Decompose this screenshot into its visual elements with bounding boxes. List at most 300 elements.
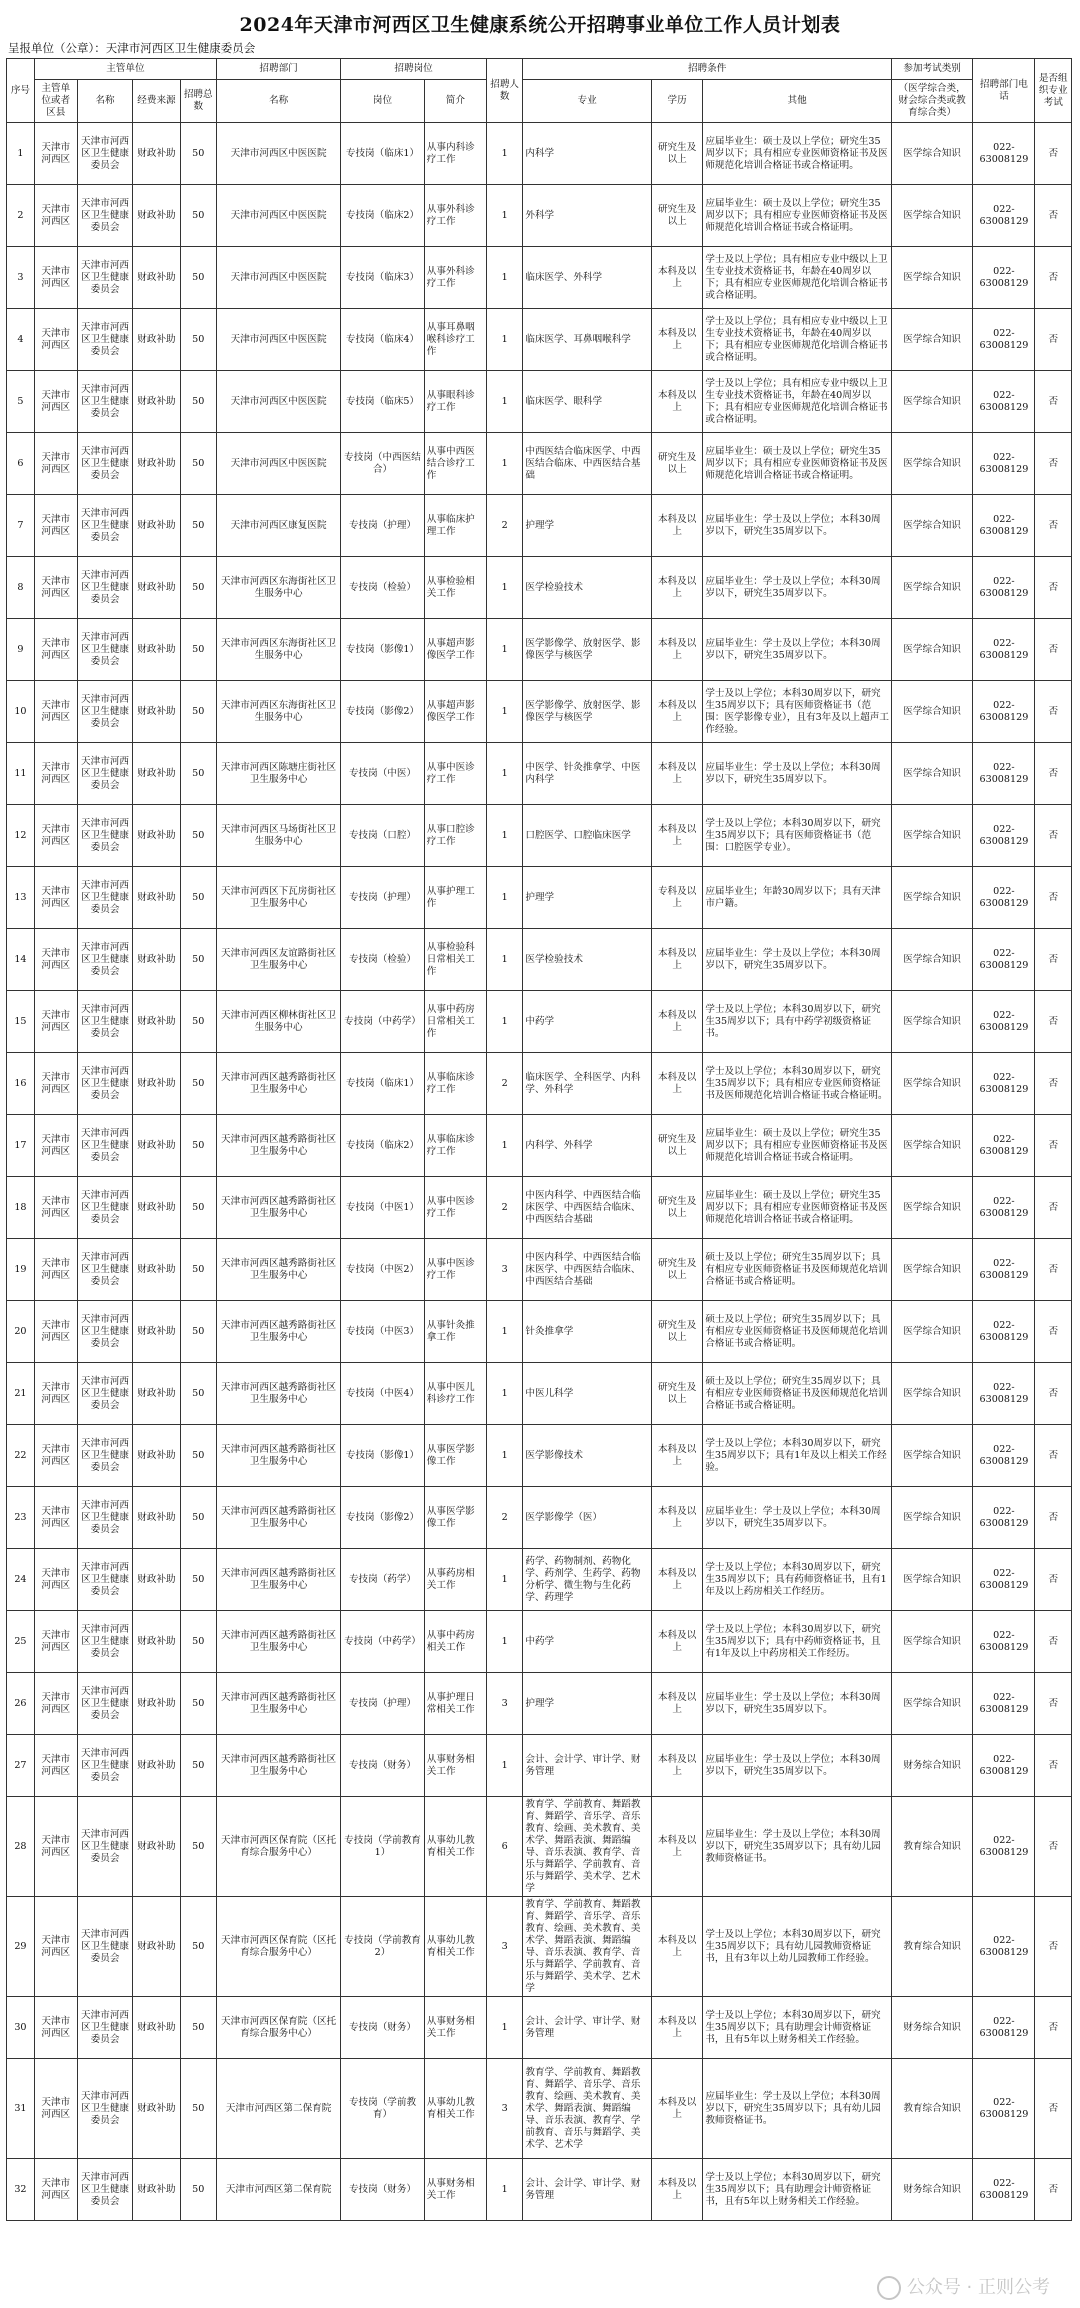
cell-intro: 从事医学影像工作 <box>424 1425 486 1487</box>
cell-num: 3 <box>486 1673 522 1735</box>
cell-unit: 天津市河西区卫生健康委员会 <box>77 1797 133 1897</box>
cell-num: 1 <box>486 557 522 619</box>
cell-seq: 5 <box>7 371 35 433</box>
cell-num: 1 <box>486 1301 522 1363</box>
cell-unit: 天津市河西区卫生健康委员会 <box>77 1239 133 1301</box>
cell-org: 否 <box>1035 1897 1072 1997</box>
cell-other: 应届毕业生：硕士及以上学位；研究生35周岁以下；具有相应专业医师资格证书及医师规范化培训合格证书或合格证明。 <box>703 1177 892 1239</box>
cell-other: 应届毕业生：学士及以上学位；本科30周岁以下，研究生35周岁以下。 <box>703 929 892 991</box>
cell-edu: 专科及以上 <box>651 867 702 929</box>
cell-district: 天津市河西区 <box>34 371 77 433</box>
cell-major: 教育学、学前教育、舞蹈教育、舞蹈学、音乐学、音乐教育、绘画、美术教育、美术学、舞蹈表演、舞蹈编导、音乐表演、教育学、音乐与舞蹈学、学前教育、音乐与舞蹈学、美术学、艺术学 <box>523 1797 652 1897</box>
header-dept-name: 名称 <box>216 80 340 123</box>
cell-intro: 从事中医诊疗工作 <box>424 1239 486 1301</box>
table-row <box>7 247 1072 309</box>
header-organize-exam: 是否组织专业考试 <box>1035 59 1072 123</box>
cell-exam: 医学综合知识 <box>891 433 972 495</box>
cell-phone: 022-63008129 <box>973 1363 1035 1425</box>
header-other: 其他 <box>703 80 892 123</box>
cell-phone: 022-63008129 <box>973 495 1035 557</box>
cell-district: 天津市河西区 <box>34 805 77 867</box>
cell-exam: 医学综合知识 <box>891 1487 972 1549</box>
cell-seq: 21 <box>7 1363 35 1425</box>
cell-dept: 天津市河西区越秀路街社区卫生服务中心 <box>216 1549 340 1611</box>
cell-phone: 022-63008129 <box>973 991 1035 1053</box>
cell-unit: 天津市河西区卫生健康委员会 <box>77 1673 133 1735</box>
cell-org: 否 <box>1035 743 1072 805</box>
cell-post: 专技岗（药学） <box>341 1549 425 1611</box>
cell-num: 1 <box>486 743 522 805</box>
cell-other: 应届毕业生：学士及以上学位；本科30周岁以下，研究生35周岁以下；具有幼儿园教师资格证书。 <box>703 1797 892 1897</box>
cell-district: 天津市河西区 <box>34 1735 77 1797</box>
cell-major: 中医学、针灸推拿学、中医内科学 <box>523 743 652 805</box>
cell-exam: 医学综合知识 <box>891 619 972 681</box>
cell-district: 天津市河西区 <box>34 1363 77 1425</box>
cell-num: 1 <box>486 619 522 681</box>
cell-post: 专技岗（检验） <box>341 557 425 619</box>
cell-funding: 财政补助 <box>133 1363 180 1425</box>
cell-edu: 研究生及以上 <box>651 1239 702 1301</box>
cell-other: 应届毕业生：硕士及以上学位；研究生35周岁以下；具有相应专业医师资格证书及医师规范化培训合格证书或合格证明。 <box>703 433 892 495</box>
cell-post: 专技岗（临床3） <box>341 247 425 309</box>
cell-unit: 天津市河西区卫生健康委员会 <box>77 867 133 929</box>
cell-exam: 医学综合知识 <box>891 123 972 185</box>
cell-org: 否 <box>1035 247 1072 309</box>
cell-district: 天津市河西区 <box>34 1239 77 1301</box>
cell-dept: 天津市河西区越秀路街社区卫生服务中心 <box>216 1363 340 1425</box>
cell-num: 1 <box>486 929 522 991</box>
cell-seq: 1 <box>7 123 35 185</box>
cell-major: 针灸推拿学 <box>523 1301 652 1363</box>
cell-intro: 从事临床护理工作 <box>424 495 486 557</box>
cell-phone: 022-63008129 <box>973 2159 1035 2221</box>
cell-major: 医学影像学（医） <box>523 1487 652 1549</box>
cell-post: 专技岗（中医3） <box>341 1301 425 1363</box>
cell-district: 天津市河西区 <box>34 495 77 557</box>
cell-dept: 天津市河西区东海街社区卫生服务中心 <box>216 619 340 681</box>
table-row <box>7 1301 1072 1363</box>
cell-district: 天津市河西区 <box>34 1897 77 1997</box>
cell-intro: 从事医学影像工作 <box>424 1487 486 1549</box>
cell-org: 否 <box>1035 991 1072 1053</box>
cell-dept: 天津市河西区越秀路街社区卫生服务中心 <box>216 1115 340 1177</box>
cell-exam: 医学综合知识 <box>891 309 972 371</box>
cell-intro: 从事外科诊疗工作 <box>424 247 486 309</box>
cell-phone: 022-63008129 <box>973 1735 1035 1797</box>
cell-unit: 天津市河西区卫生健康委员会 <box>77 123 133 185</box>
cell-num: 1 <box>486 991 522 1053</box>
cell-exam: 财务综合知识 <box>891 1735 972 1797</box>
cell-unit: 天津市河西区卫生健康委员会 <box>77 681 133 743</box>
cell-exam: 医学综合知识 <box>891 495 972 557</box>
cell-funding: 财政补助 <box>133 681 180 743</box>
cell-district: 天津市河西区 <box>34 1053 77 1115</box>
cell-total: 50 <box>180 1425 216 1487</box>
cell-major: 护理学 <box>523 495 652 557</box>
cell-total: 50 <box>180 867 216 929</box>
cell-exam: 医学综合知识 <box>891 1673 972 1735</box>
cell-phone: 022-63008129 <box>973 619 1035 681</box>
cell-phone: 022-63008129 <box>973 2059 1035 2159</box>
cell-unit: 天津市河西区卫生健康委员会 <box>77 1363 133 1425</box>
cell-intro: 从事耳鼻咽喉科诊疗工作 <box>424 309 486 371</box>
cell-major: 会计、会计学、审计学、财务管理 <box>523 1997 652 2059</box>
cell-total: 50 <box>180 929 216 991</box>
cell-funding: 财政补助 <box>133 247 180 309</box>
cell-exam: 医学综合知识 <box>891 371 972 433</box>
cell-funding: 财政补助 <box>133 1115 180 1177</box>
cell-num: 2 <box>486 495 522 557</box>
cell-dept: 天津市河西区越秀路街社区卫生服务中心 <box>216 1053 340 1115</box>
cell-major: 临床医学、外科学 <box>523 247 652 309</box>
cell-exam: 教育综合知识 <box>891 1897 972 1997</box>
cell-major: 医学影像学、放射医学、影像医学与核医学 <box>523 681 652 743</box>
table-row <box>7 1177 1072 1239</box>
cell-exam: 医学综合知识 <box>891 1301 972 1363</box>
cell-total: 50 <box>180 1239 216 1301</box>
cell-num: 1 <box>486 247 522 309</box>
cell-total: 50 <box>180 557 216 619</box>
cell-org: 否 <box>1035 1997 1072 2059</box>
recruitment-plan-table <box>6 58 1072 2221</box>
header-conditions: 招聘条件 <box>523 59 892 80</box>
header-recruit-post: 招聘岗位 <box>341 59 487 80</box>
cell-dept: 天津市河西区下瓦房街社区卫生服务中心 <box>216 867 340 929</box>
cell-district: 天津市河西区 <box>34 1611 77 1673</box>
cell-seq: 29 <box>7 1897 35 1997</box>
cell-intro: 从事中药房日常相关工作 <box>424 991 486 1053</box>
cell-dept: 天津市河西区越秀路街社区卫生服务中心 <box>216 1425 340 1487</box>
cell-district: 天津市河西区 <box>34 619 77 681</box>
cell-unit: 天津市河西区卫生健康委员会 <box>77 1177 133 1239</box>
cell-num: 1 <box>486 1425 522 1487</box>
cell-edu: 研究生及以上 <box>651 1301 702 1363</box>
cell-post: 专技岗（影像2） <box>341 1487 425 1549</box>
header-exam-sub: （医学综合类，财会综合类或教育综合类） <box>891 80 972 123</box>
cell-major: 口腔医学、口腔临床医学 <box>523 805 652 867</box>
cell-seq: 32 <box>7 2159 35 2221</box>
cell-edu: 研究生及以上 <box>651 123 702 185</box>
cell-unit: 天津市河西区卫生健康委员会 <box>77 619 133 681</box>
cell-intro: 从事幼儿教育相关工作 <box>424 1897 486 1997</box>
cell-funding: 财政补助 <box>133 2159 180 2221</box>
cell-phone: 022-63008129 <box>973 309 1035 371</box>
cell-unit: 天津市河西区卫生健康委员会 <box>77 1425 133 1487</box>
cell-num: 1 <box>486 309 522 371</box>
cell-unit: 天津市河西区卫生健康委员会 <box>77 1997 133 2059</box>
table-row <box>7 371 1072 433</box>
cell-intro: 从事检验相关工作 <box>424 557 486 619</box>
cell-phone: 022-63008129 <box>973 929 1035 991</box>
cell-edu: 本科及以上 <box>651 371 702 433</box>
cell-org: 否 <box>1035 495 1072 557</box>
cell-post: 专技岗（护理） <box>341 495 425 557</box>
cell-intro: 从事中西医结合诊疗工作 <box>424 433 486 495</box>
cell-dept: 天津市河西区第二保育院 <box>216 2159 340 2221</box>
cell-unit: 天津市河西区卫生健康委员会 <box>77 371 133 433</box>
cell-other: 应届毕业生：学士及以上学位；本科30周岁以下，研究生35周岁以下。 <box>703 1487 892 1549</box>
cell-dept: 天津市河西区越秀路街社区卫生服务中心 <box>216 1177 340 1239</box>
cell-unit: 天津市河西区卫生健康委员会 <box>77 185 133 247</box>
cell-phone: 022-63008129 <box>973 185 1035 247</box>
cell-other: 学士及以上学位；具有相应专业中级以上卫生专业技术资格证书，年龄在40周岁以下；具有相应专业医师规范化培训合格证书或合格证明。 <box>703 309 892 371</box>
cell-phone: 022-63008129 <box>973 1897 1035 1997</box>
cell-org: 否 <box>1035 1797 1072 1897</box>
cell-edu: 研究生及以上 <box>651 433 702 495</box>
cell-post: 专技岗（中医4） <box>341 1363 425 1425</box>
header-recruit-dept: 招聘部门 <box>216 59 340 80</box>
cell-major: 中医儿科学 <box>523 1363 652 1425</box>
cell-phone: 022-63008129 <box>973 681 1035 743</box>
cell-post: 专技岗（中西医结合） <box>341 433 425 495</box>
cell-funding: 财政补助 <box>133 1053 180 1115</box>
cell-funding: 财政补助 <box>133 2059 180 2159</box>
cell-dept: 天津市河西区中医医院 <box>216 123 340 185</box>
page-title: 2024年天津市河西区卫生健康系统公开招聘事业单位工作人员计划表 <box>239 14 841 36</box>
cell-phone: 022-63008129 <box>973 1301 1035 1363</box>
cell-dept: 天津市河西区东海街社区卫生服务中心 <box>216 557 340 619</box>
cell-total: 50 <box>180 1301 216 1363</box>
cell-edu: 本科及以上 <box>651 1897 702 1997</box>
cell-major: 医学影像技术 <box>523 1425 652 1487</box>
table-body <box>7 123 1072 2221</box>
cell-org: 否 <box>1035 1115 1072 1177</box>
cell-post: 专技岗（中药学） <box>341 991 425 1053</box>
cell-unit: 天津市河西区卫生健康委员会 <box>77 929 133 991</box>
cell-post: 专技岗（护理） <box>341 867 425 929</box>
cell-major: 教育学、学前教育、舞蹈教育、舞蹈学、音乐学、音乐教育、绘画、美术教育、美术学、舞蹈表演、舞蹈编导、音乐表演、教育学、学前教育、音乐与舞蹈学、美术学、艺术学 <box>523 2059 652 2159</box>
cell-funding: 财政补助 <box>133 1425 180 1487</box>
cell-edu: 本科及以上 <box>651 681 702 743</box>
cell-exam: 财务综合知识 <box>891 1997 972 2059</box>
cell-exam: 教育综合知识 <box>891 1797 972 1897</box>
cell-post: 专技岗（财务） <box>341 1735 425 1797</box>
cell-district: 天津市河西区 <box>34 1797 77 1897</box>
cell-district: 天津市河西区 <box>34 2159 77 2221</box>
cell-exam: 医学综合知识 <box>891 1425 972 1487</box>
cell-funding: 财政补助 <box>133 1997 180 2059</box>
cell-exam: 医学综合知识 <box>891 557 972 619</box>
cell-other: 应届毕业生：硕士及以上学位；研究生35周岁以下；具有相应专业医师资格证书及医师规范化培训合格证书或合格证明。 <box>703 1115 892 1177</box>
cell-major: 内科学、外科学 <box>523 1115 652 1177</box>
cell-district: 天津市河西区 <box>34 185 77 247</box>
cell-other: 学士及以上学位；本科30周岁以下，研究生35周岁以下；具有助理会计师资格证书，且有5年以上财务相关工作经验。 <box>703 2159 892 2221</box>
cell-org: 否 <box>1035 185 1072 247</box>
cell-seq: 30 <box>7 1997 35 2059</box>
cell-phone: 022-63008129 <box>973 371 1035 433</box>
cell-unit: 天津市河西区卫生健康委员会 <box>77 1053 133 1115</box>
cell-post: 专技岗（财务） <box>341 1997 425 2059</box>
header-count: 招聘人数 <box>486 59 522 123</box>
cell-funding: 财政补助 <box>133 1735 180 1797</box>
cell-phone: 022-63008129 <box>973 1549 1035 1611</box>
cell-edu: 本科及以上 <box>651 1487 702 1549</box>
cell-org: 否 <box>1035 123 1072 185</box>
cell-dept: 天津市河西区保育院（区托育综合服务中心） <box>216 1897 340 1997</box>
cell-num: 1 <box>486 433 522 495</box>
cell-other: 硕士及以上学位；研究生35周岁以下；具有相应专业医师资格证书及医师规范化培训合格证书或合格证明。 <box>703 1363 892 1425</box>
cell-unit: 天津市河西区卫生健康委员会 <box>77 309 133 371</box>
table-row <box>7 1897 1072 1997</box>
cell-total: 50 <box>180 1177 216 1239</box>
cell-other: 学士及以上学位；本科30周岁以下，研究生35周岁以下；具有医师资格证书（范围：口腔医学专业）。 <box>703 805 892 867</box>
cell-seq: 16 <box>7 1053 35 1115</box>
cell-num: 1 <box>486 1115 522 1177</box>
cell-phone: 022-63008129 <box>973 867 1035 929</box>
cell-post: 专技岗（影像2） <box>341 681 425 743</box>
cell-unit: 天津市河西区卫生健康委员会 <box>77 1487 133 1549</box>
cell-intro: 从事针灸推拿工作 <box>424 1301 486 1363</box>
cell-edu: 本科及以上 <box>651 309 702 371</box>
cell-dept: 天津市河西区中医医院 <box>216 371 340 433</box>
cell-unit: 天津市河西区卫生健康委员会 <box>77 495 133 557</box>
cell-dept: 天津市河西区陈塘庄街社区卫生服务中心 <box>216 743 340 805</box>
cell-intro: 从事药房相关工作 <box>424 1549 486 1611</box>
cell-funding: 财政补助 <box>133 1897 180 1997</box>
cell-district: 天津市河西区 <box>34 557 77 619</box>
table-row <box>7 1425 1072 1487</box>
cell-exam: 医学综合知识 <box>891 681 972 743</box>
cell-funding: 财政补助 <box>133 1177 180 1239</box>
cell-other: 应届毕业生：硕士及以上学位；研究生35周岁以下；具有相应专业医师资格证书及医师规范化培训合格证书或合格证明。 <box>703 185 892 247</box>
cell-funding: 财政补助 <box>133 371 180 433</box>
cell-org: 否 <box>1035 805 1072 867</box>
cell-intro: 从事财务相关工作 <box>424 1997 486 2059</box>
table-row <box>7 1549 1072 1611</box>
cell-funding: 财政补助 <box>133 433 180 495</box>
cell-district: 天津市河西区 <box>34 433 77 495</box>
cell-seq: 10 <box>7 681 35 743</box>
cell-post: 专技岗（临床2） <box>341 185 425 247</box>
cell-funding: 财政补助 <box>133 1549 180 1611</box>
cell-intro: 从事外科诊疗工作 <box>424 185 486 247</box>
cell-exam: 医学综合知识 <box>891 743 972 805</box>
cell-other: 应届毕业生：学士及以上学位；本科30周岁以下，研究生35周岁以下。 <box>703 557 892 619</box>
cell-total: 50 <box>180 681 216 743</box>
cell-total: 50 <box>180 2159 216 2221</box>
cell-funding: 财政补助 <box>133 1673 180 1735</box>
cell-phone: 022-63008129 <box>973 805 1035 867</box>
watermark-text: 公众号 · 正则公考 <box>906 2277 1050 2298</box>
cell-funding: 财政补助 <box>133 743 180 805</box>
cell-post: 专技岗（临床5） <box>341 371 425 433</box>
cell-total: 50 <box>180 1549 216 1611</box>
cell-exam: 医学综合知识 <box>891 1611 972 1673</box>
cell-total: 50 <box>180 1363 216 1425</box>
cell-num: 2 <box>486 1177 522 1239</box>
cell-unit: 天津市河西区卫生健康委员会 <box>77 2059 133 2159</box>
cell-num: 1 <box>486 1611 522 1673</box>
cell-edu: 本科及以上 <box>651 1053 702 1115</box>
cell-dept: 天津市河西区中医医院 <box>216 185 340 247</box>
cell-total: 50 <box>180 1611 216 1673</box>
cell-intro: 从事幼儿教育相关工作 <box>424 1797 486 1897</box>
cell-edu: 本科及以上 <box>651 743 702 805</box>
cell-total: 50 <box>180 123 216 185</box>
cell-intro: 从事口腔诊疗工作 <box>424 805 486 867</box>
table-row <box>7 681 1072 743</box>
cell-seq: 9 <box>7 619 35 681</box>
cell-org: 否 <box>1035 929 1072 991</box>
cell-seq: 3 <box>7 247 35 309</box>
cell-intro: 从事幼儿教育相关工作 <box>424 2059 486 2159</box>
cell-seq: 6 <box>7 433 35 495</box>
cell-exam: 教育综合知识 <box>891 2059 972 2159</box>
cell-num: 2 <box>486 1053 522 1115</box>
cell-seq: 15 <box>7 991 35 1053</box>
cell-major: 外科学 <box>523 185 652 247</box>
header-competent-unit: 主管单位 <box>34 59 216 80</box>
cell-total: 50 <box>180 2059 216 2159</box>
header-unit-name: 名称 <box>77 80 133 123</box>
cell-exam: 医学综合知识 <box>891 991 972 1053</box>
cell-district: 天津市河西区 <box>34 1673 77 1735</box>
cell-seq: 4 <box>7 309 35 371</box>
table-row <box>7 929 1072 991</box>
cell-total: 50 <box>180 1053 216 1115</box>
cell-dept: 天津市河西区柳林街社区卫生服务中心 <box>216 991 340 1053</box>
cell-post: 专技岗（口腔） <box>341 805 425 867</box>
cell-org: 否 <box>1035 1363 1072 1425</box>
cell-num: 3 <box>486 1897 522 1997</box>
cell-phone: 022-63008129 <box>973 1487 1035 1549</box>
cell-org: 否 <box>1035 1239 1072 1301</box>
cell-post: 专技岗（临床1） <box>341 123 425 185</box>
cell-edu: 研究生及以上 <box>651 1177 702 1239</box>
cell-num: 1 <box>486 805 522 867</box>
cell-post: 专技岗（学前教育2） <box>341 1897 425 1997</box>
cell-org: 否 <box>1035 2059 1072 2159</box>
cell-edu: 本科及以上 <box>651 1549 702 1611</box>
cell-district: 天津市河西区 <box>34 1115 77 1177</box>
cell-seq: 19 <box>7 1239 35 1301</box>
cell-intro: 从事临床诊疗工作 <box>424 1115 486 1177</box>
cell-exam: 医学综合知识 <box>891 929 972 991</box>
cell-phone: 022-63008129 <box>973 1239 1035 1301</box>
cell-seq: 26 <box>7 1673 35 1735</box>
header-phone: 招聘部门电话 <box>973 59 1035 123</box>
table-row <box>7 1673 1072 1735</box>
cell-num: 6 <box>486 1797 522 1897</box>
cell-dept: 天津市河西区越秀路街社区卫生服务中心 <box>216 1673 340 1735</box>
cell-dept: 天津市河西区中医医院 <box>216 433 340 495</box>
plan-table-wrapper <box>6 58 1072 2221</box>
table-row <box>7 495 1072 557</box>
cell-seq: 24 <box>7 1549 35 1611</box>
cell-edu: 本科及以上 <box>651 557 702 619</box>
cell-other: 应届毕业生：学士及以上学位；本科30周岁以下，研究生35周岁以下；具有幼儿园教师资格证书。 <box>703 2059 892 2159</box>
cell-district: 天津市河西区 <box>34 1997 77 2059</box>
cell-funding: 财政补助 <box>133 495 180 557</box>
cell-post: 专技岗（中药学） <box>341 1611 425 1673</box>
cell-org: 否 <box>1035 1301 1072 1363</box>
cell-dept: 天津市河西区保育院（区托育综合服务中心） <box>216 1997 340 2059</box>
cell-phone: 022-63008129 <box>973 1997 1035 2059</box>
cell-unit: 天津市河西区卫生健康委员会 <box>77 247 133 309</box>
cell-org: 否 <box>1035 1549 1072 1611</box>
cell-district: 天津市河西区 <box>34 991 77 1053</box>
cell-phone: 022-63008129 <box>973 247 1035 309</box>
cell-org: 否 <box>1035 433 1072 495</box>
cell-exam: 医学综合知识 <box>891 1053 972 1115</box>
cell-intro: 从事超声影像医学工作 <box>424 681 486 743</box>
cell-num: 3 <box>486 2059 522 2159</box>
cell-major: 教育学、学前教育、舞蹈教育、舞蹈学、音乐学、音乐教育、绘画、美术教育、美术学、舞蹈表演、舞蹈编导、音乐表演、教育学、音乐与舞蹈学、学前教育、音乐与舞蹈学、美术学、艺术学 <box>523 1897 652 1997</box>
cell-other: 学士及以上学位；本科30周岁以下，研究生35周岁以下；具有相应专业医师资格证书及医师规范化培训合格证书或合格证明。 <box>703 1053 892 1115</box>
cell-exam: 财务综合知识 <box>891 2159 972 2221</box>
cell-district: 天津市河西区 <box>34 309 77 371</box>
cell-org: 否 <box>1035 681 1072 743</box>
